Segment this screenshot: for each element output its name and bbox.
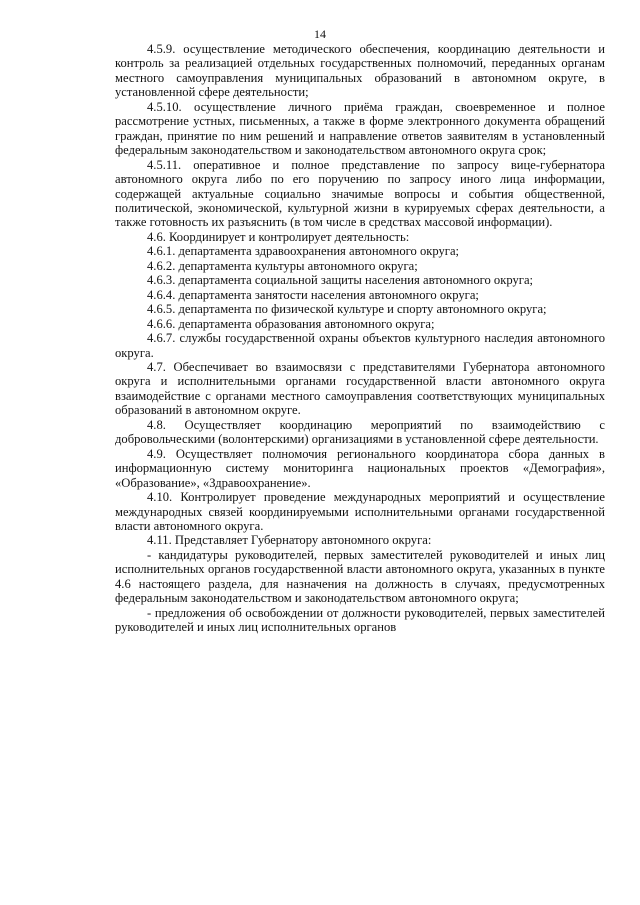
paragraph-4-6-2: 4.6.2. департамента культуры автономного округа; bbox=[147, 258, 418, 273]
paragraph-4-8: 4.8. Осуществляет координацию мероприятий по взаимодействию с добровольческими (волонтерскими) организациями в установленной сфере деятельности. bbox=[115, 417, 605, 447]
paragraph-4-5-10: 4.5.10. осуществление личного приёма граждан, своевременное и полное рассмотрение устных, письменных, а также в форме электронного документа обращений граждан, принятие по ним решений и направление ответов заявителям в установленный федеральным законодательством и законодательством автономного округа срок; bbox=[115, 99, 605, 158]
paragraph-4-9: 4.9. Осуществляет полномочия регионального координатора сбора данных в информационную систему мониторинга национальных проектов «Демография», «Образование», «Здравоохранение». bbox=[115, 446, 605, 490]
page-number: 14 bbox=[314, 27, 326, 41]
paragraph-4-5-9: 4.5.9. осуществление методического обеспечения, координацию деятельности и контроль за реализацией отдельных государственных полномочий, переданных органам местного самоуправления муниципальных образований в автономном округе, в установленной сфере деятельности; bbox=[115, 42, 605, 100]
paragraph-4-6-5: 4.6.5. департамента по физической культуре и спорту автономного округа; bbox=[147, 302, 547, 317]
document-body bbox=[115, 42, 605, 635]
list-item-dismissal: - предложения об освобождении от должности руководителей, первых заместителей руководителей и иных лиц исполнительных органов bbox=[115, 605, 605, 635]
paragraph-4-6-6: 4.6.6. департамента образования автономного округа; bbox=[147, 316, 435, 331]
paragraph-4-10: 4.10. Контролирует проведение международных мероприятий и осуществление международных связей координируемыми исполнительными органами государственной власти автономного округа. bbox=[115, 490, 605, 533]
paragraph-4-5-11: 4.5.11. оперативное и полное представление по запросу вице-губернатора автономного округа либо по его поручению по запросу иного лица информации, содержащей актуальные социально значимые вопросы и события общественной, политической, экономической, культурной жизни в курируемых сферах деятельности, а также готовность их разъяснить (в том числе в средствах массовой информации). bbox=[115, 157, 605, 230]
paragraph-4-7: 4.7. Обеспечивает во взаимосвязи с представителями Губернатора автономного округа и исполнительными органами государственной власти автономного округа взаимодействие с органами местного самоуправления соответствующих муниципальных образований в автономном округе. bbox=[115, 359, 605, 418]
paragraph-4-6-3: 4.6.3. департамента социальной защиты населения автономного округа; bbox=[147, 273, 534, 288]
list-item-candidates: - кандидатуры руководителей, первых заместителей руководителей и иных лиц исполнительных органов государственной власти автономного округа, указанных в пункте 4.6 настоящего раздела, для назначения на должность в случаях, предусмотренных федеральным законодательством и законодательством автономного округа; bbox=[115, 547, 605, 606]
paragraph-4-6-7: 4.6.7. службы государственной охраны объектов культурного наследия автономного округа. bbox=[115, 331, 605, 360]
paragraph-4-11: 4.11. Представляет Губернатору автономного округа: bbox=[147, 533, 432, 548]
paragraph-4-6-4: 4.6.4. департамента занятости населения автономного округа; bbox=[147, 287, 479, 302]
paragraph-4-6: 4.6. Координирует и контролирует деятельность: bbox=[147, 229, 410, 244]
paragraph-4-6-1: 4.6.1. департамента здравоохранения автономного округа; bbox=[147, 244, 460, 259]
